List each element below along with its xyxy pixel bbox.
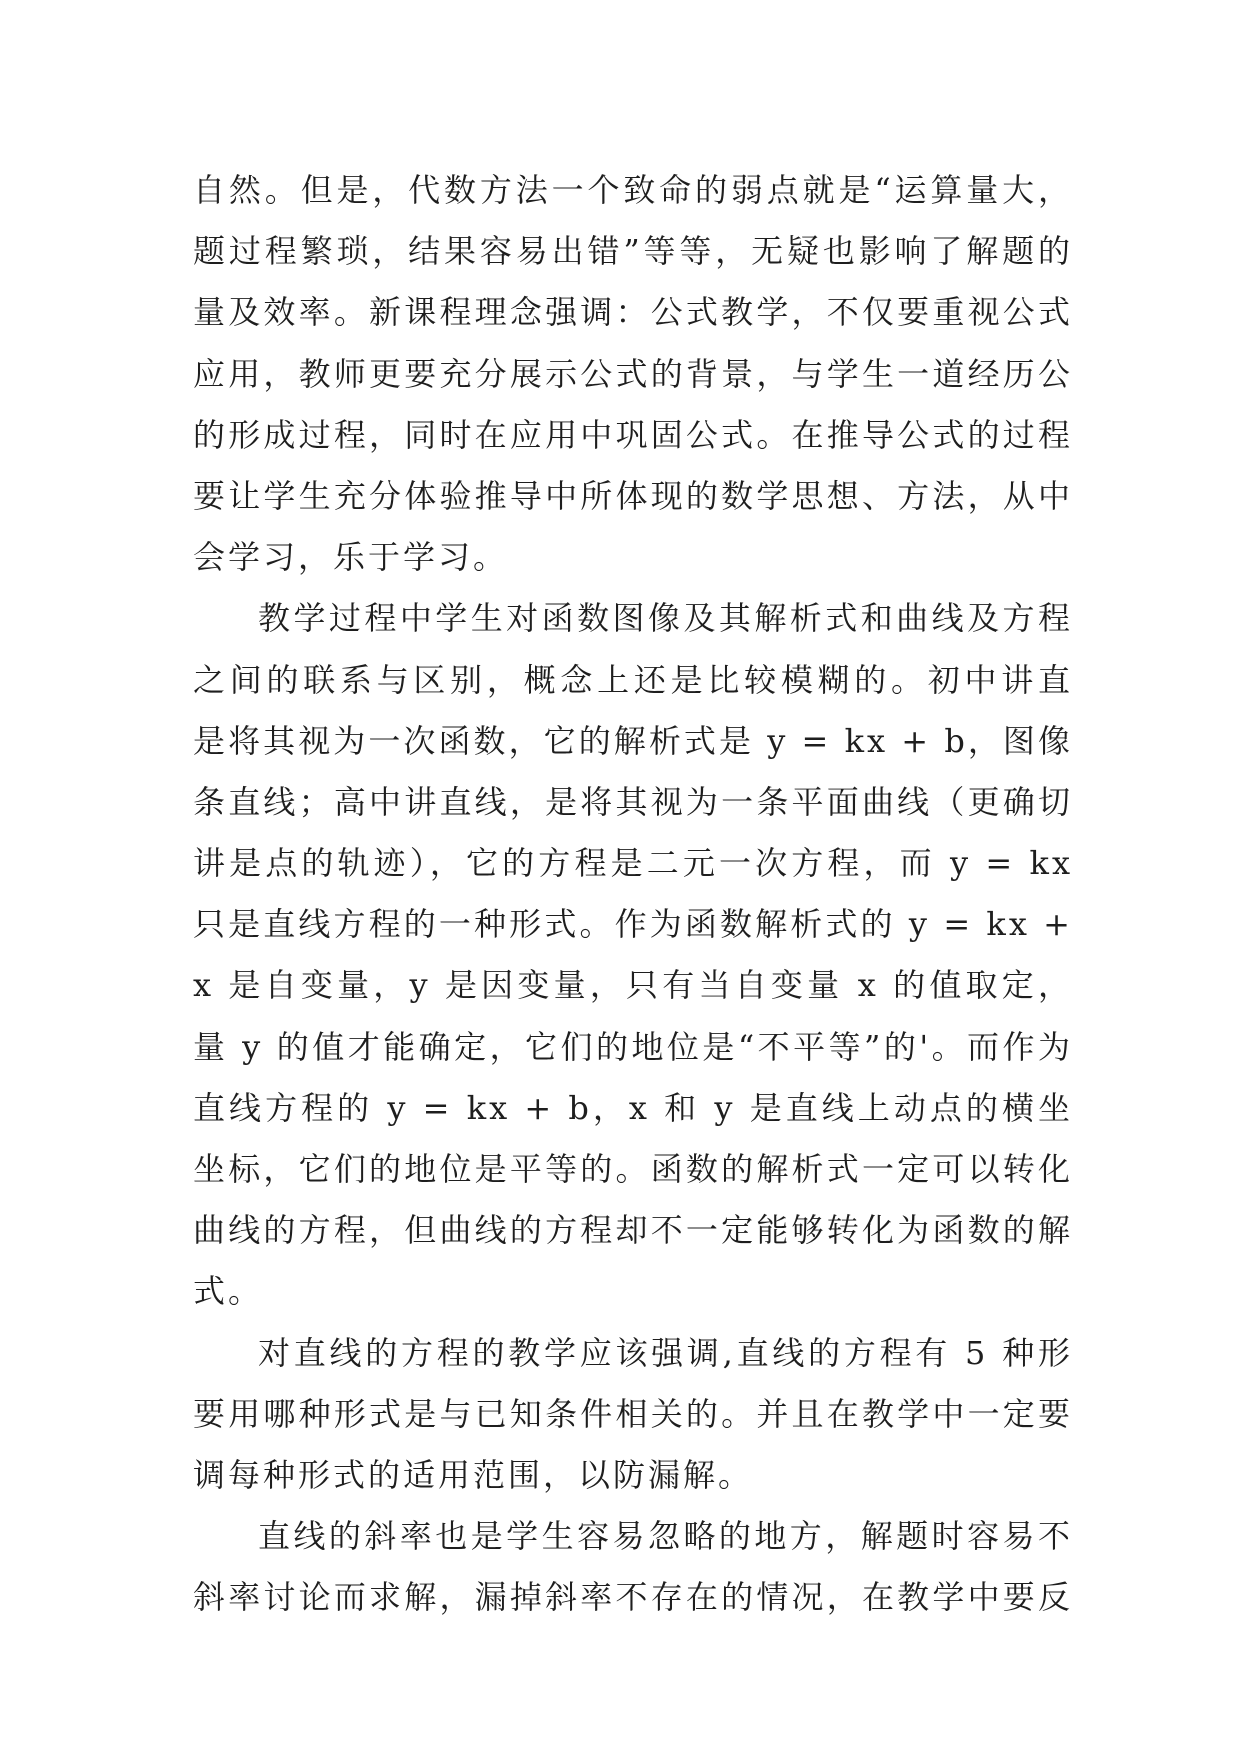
text-line: 题过程繁琐，结果容易出错”等等，无疑也影响了解题的 xyxy=(193,232,1073,271)
text-line: 式。 xyxy=(193,1272,264,1311)
text-line: 应用，教师更要充分展示公式的背景，与学生一道经历公 xyxy=(193,354,1073,393)
text-line: 之间的联系与区别，概念上还是比较模糊的。初中讲直 xyxy=(193,660,1073,699)
text-line: 对直线的方程的教学应该强调,直线的方程有 5 种形 xyxy=(258,1333,1073,1372)
text-line: 会学习，乐于学习。 xyxy=(193,538,509,577)
text-line: 是将其视为一次函数，它的解析式是 y = kx + b，图像 xyxy=(193,721,1073,760)
text-line: 条直线；高中讲直线，是将其视为一条平面曲线（更确切 xyxy=(193,782,1073,821)
text-line: x 是自变量，y 是因变量，只有当自变量 x 的值取定， xyxy=(193,966,1073,1005)
text-line: 调每种形式的适用范围，以防漏解。 xyxy=(193,1455,754,1494)
text-line: 的形成过程，同时在应用中巩固公式。在推导公式的过程 xyxy=(193,415,1073,454)
text-line: 曲线的方程，但曲线的方程却不一定能够转化为函数的解 xyxy=(193,1211,1073,1250)
text-line: 只是直线方程的一种形式。作为函数解析式的 y = kx + xyxy=(193,905,1073,944)
text-line: 量及效率。新课程理念强调：公式教学，不仅要重视公式 xyxy=(193,293,1073,332)
text-line: 坐标，它们的地位是平等的。函数的解析式一定可以转化 xyxy=(193,1150,1073,1188)
text-line: 直线方程的 y = kx + b，x 和 y 是直线上动点的横坐 xyxy=(193,1088,1073,1127)
text-line: 要让学生充分体验推导中所体现的数学思想、方法，从中 xyxy=(193,476,1073,515)
text-line: 教学过程中学生对函数图像及其解析式和曲线及方程 xyxy=(258,599,1073,638)
body-text xyxy=(193,160,1073,1629)
text-line: 斜率讨论而求解，漏掉斜率不存在的情况，在教学中要反 xyxy=(193,1578,1073,1617)
text-line: 量 y 的值才能确定，它们的地位是“不平等”的'。而作为 xyxy=(193,1027,1073,1066)
text-line: 直线的斜率也是学生容易忽略的地方，解题时容易不 xyxy=(258,1517,1073,1556)
text-line: 自然。但是，代数方法一个致命的弱点就是“运算量大， xyxy=(193,171,1073,209)
text-line: 要用哪种形式是与已知条件相关的。并且在教学中一定要 xyxy=(193,1394,1073,1433)
text-line: 讲是点的轨迹），它的方程是二元一次方程，而 y = kx xyxy=(193,844,1073,883)
